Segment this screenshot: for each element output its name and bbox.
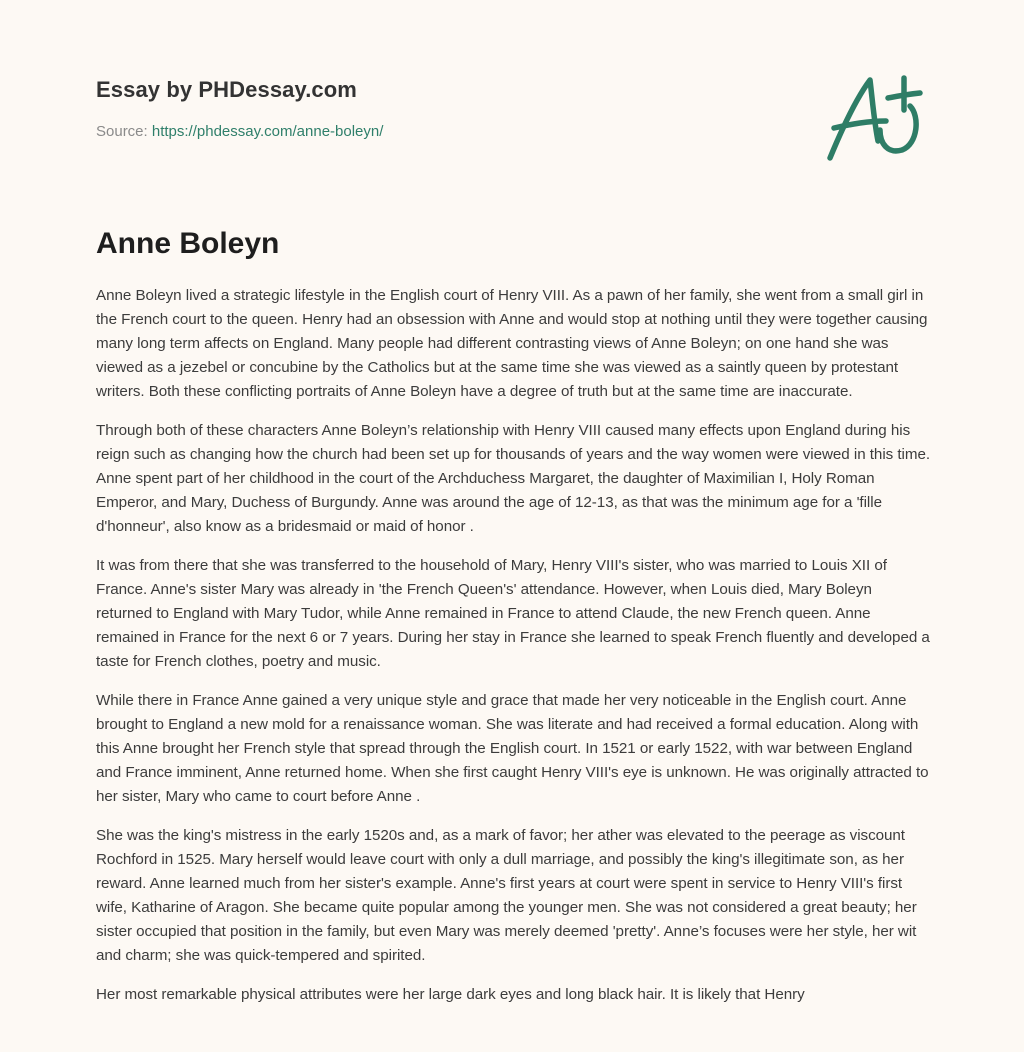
essay-paragraph: Anne Boleyn lived a strategic lifestyle in the English court of Henry VIII. As a pawn of her family, she went from a small girl in the French court to the queen. Henry had an obsession with Anne and would stop at nothing until they were together causing many long term affects on England. Many people had different contrasting views of Anne Boleyn; on one hand she was viewed as a jezebel or concubine by the Catholics but at the same time she was viewed as a saintly queen by protestant writers. Both these conflicting portraits of Anne Boleyn have a degree of truth but at the same time are inaccurate.: [96, 287, 928, 400]
source-label: Source:: [96, 123, 152, 140]
essay-header: [96, 76, 926, 142]
essay-title: Anne Boleyn: [96, 227, 280, 260]
essay-paragraph: Through both of these characters Anne Boleyn’s relationship with Henry VIII caused many effects upon England during his reign such as changing how the church had been set up for thousands of years and the way women were viewed in this time. Anne spent part of her childhood in the court of the Archduchess Margaret, the daughter of Maximilian I, Holy Roman Emperor, and Mary, Duchess of Burgundy. Anne was around the age of 12-13, as that was the minimum age for a 'fille d'honneur', also know as a bridesmaid or maid of honor .: [96, 422, 931, 535]
essay-paragraph: While there in France Anne gained a very unique style and grace that made her very noticeable in the English court. Anne brought to England a new mold for a renaissance woman. She was literate and had received a formal education. Along with this Anne brought her French style that spread through the English court. In 1521 or early 1522, with war between England and France imminent, Anne returned home. When she first caught Henry VIII's eye is unknown. He was originally attracted to her sister, Mary who came to court before Anne .: [96, 692, 929, 805]
source-line: [96, 122, 926, 142]
essay-paragraph: It was from there that she was transferred to the household of Mary, Henry VIII's sister, who was married to Louis XII of France. Anne's sister Mary was already in 'the French Queen's' attendance. However, when Louis died, Mary Boleyn returned to England with Mary Tudor, while Anne remained in France to attend Claude, the new French queen. Anne remained in France for the next 6 or 7 years. During her stay in France she learned to speak French fluently and developed a taste for French clothes, poetry and music.: [96, 557, 930, 670]
a-plus-grade-icon: [822, 66, 932, 166]
essay-paragraph: Her most remarkable physical attributes were her large dark eyes and long black hair. It is likely that Henry: [96, 986, 805, 1003]
source-link[interactable]: https://phdessay.com/anne-boleyn/: [151, 123, 384, 140]
essay-body: [96, 284, 932, 1022]
brand-title: Essay by PHDessay.com: [96, 77, 357, 102]
essay-paragraph: She was the king's mistress in the early 1520s and, as a mark of favor; her ather was elevated to the peerage as viscount Rochford in 1525. Mary herself would leave court with only a dull marriage, and possibly the king's illegitimate son, as her reward. Anne learned much from her sister's example. Anne's first years at court were spent in service to Henry VIII's first wife, Katharine of Aragon. She became quite popular among the younger men. She was not considered a great beauty; her sister occupied that position in the family, but even Mary was merely deemed 'pretty'. Anne’s focuses were her style, her wit and charm; she was quick-tempered and spirited.: [96, 827, 917, 964]
